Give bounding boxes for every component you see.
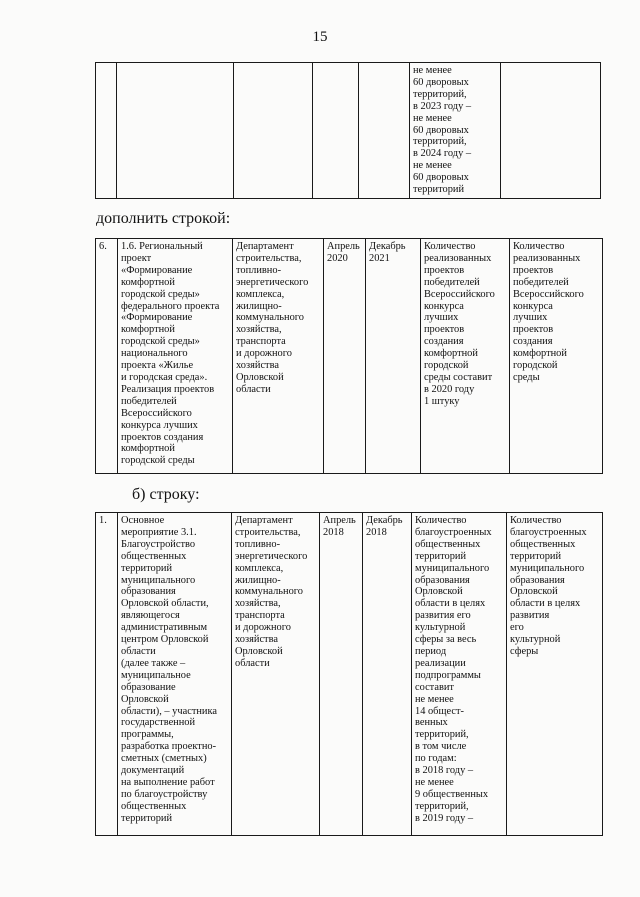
table-row	[96, 239, 603, 474]
cell-start-date: Апрель 2020	[324, 239, 366, 474]
table-row	[96, 63, 601, 199]
new-row-table	[95, 238, 603, 474]
cell-number: 6.	[96, 239, 118, 474]
cell-end-date	[359, 63, 410, 199]
cell-number: 1.	[96, 513, 118, 836]
cell-indicator: Количество реализованных проектов победителей Всероссийского конкурса лучших проектов создания комфортной городской среды	[510, 239, 603, 474]
heading-replace-row: б) строку:	[132, 486, 200, 503]
cell-expected-result: Количество благоустроенных общественных территорий муниципального образования Орловской области в целях развития его культурной сферы за весь период реализации подпрограммы составит не менее 14 общест- венных территорий, в том числе по годам: в 2018 году – не менее 9 общественных территорий, в 2019 году –	[412, 513, 507, 836]
cell-event: 1.6. Региональный проект «Формирование комфортной городской среды» федерального проекта «Формирование комфортной городской среды» национального проекта «Жилье и городская среда». Реализация проектов победителей Всероссийского конкурса лучших проектов создания комфортной городской среды	[118, 239, 233, 474]
cell-number	[96, 63, 117, 199]
cell-event	[117, 63, 234, 199]
cell-end-date: Декабрь 2018	[363, 513, 412, 836]
heading-add-row: дополнить строкой:	[96, 210, 231, 227]
cell-event: Основное мероприятие 3.1. Благоустройство общественных территорий муниципального образования Орловской области, являющегося административным центром Орловской области (далее также – муниципальное образование Орловской области), – участника государственной программы, разработка проектно- сметных (сметных) документаций на выполнение работ по благоустройству общественных территорий	[118, 513, 232, 836]
table-row	[96, 513, 603, 836]
old-row-table	[95, 512, 603, 836]
cell-executor	[234, 63, 313, 199]
fragment-table	[95, 62, 601, 199]
page-number: 15	[312, 29, 328, 45]
cell-start-date: Апрель 2018	[320, 513, 363, 836]
cell-executor: Департамент строительства, топливно- энергетического комплекса, жилищно- коммунального хозяйства, транспорта и дорожного хозяйства Орловской области	[233, 239, 324, 474]
cell-expected-result: не менее 60 дворовых территорий, в 2023 году – не менее 60 дворовых территорий, в 2024 году – не менее 60 дворовых территорий	[410, 63, 501, 199]
cell-indicator	[501, 63, 601, 199]
cell-executor: Департамент строительства, топливно- энергетического комплекса, жилищно- коммунального хозяйства, транспорта и дорожного хозяйства Орловской области	[232, 513, 320, 836]
cell-end-date: Декабрь 2021	[366, 239, 421, 474]
cell-start-date	[313, 63, 359, 199]
cell-indicator: Количество благоустроенных общественных территорий муниципального образования Орловской области в целях развития его культурной сферы	[507, 513, 603, 836]
cell-expected-result: Количество реализованных проектов победителей Всероссийского конкурса лучших проектов создания комфортной городской среды составит в 2020 году 1 штуку	[421, 239, 510, 474]
